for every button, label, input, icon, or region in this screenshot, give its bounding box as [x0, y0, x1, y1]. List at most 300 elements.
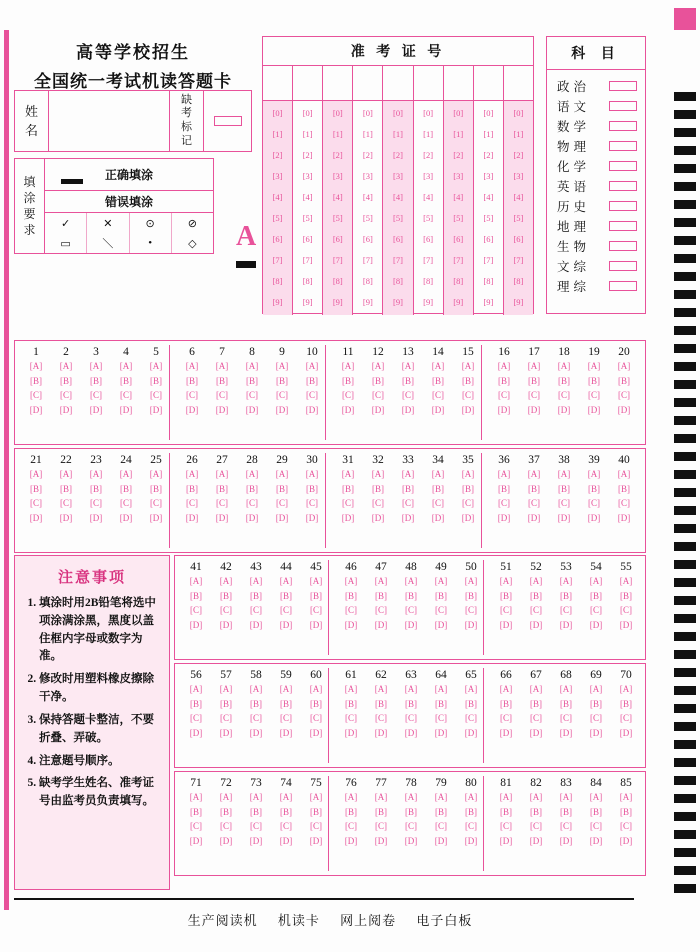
exam-number-bubble-9[interactable]: [9]: [393, 297, 403, 308]
question-44[interactable]: [271, 556, 301, 659]
question-33[interactable]: [393, 449, 423, 552]
option-bubble-B[interactable]: [B]: [618, 483, 630, 494]
question-18[interactable]: [549, 341, 579, 444]
exam-number-bubble-1[interactable]: [1]: [362, 129, 373, 140]
option-bubble-D[interactable]: [D]: [279, 727, 293, 738]
option-bubble-D[interactable]: [D]: [59, 512, 73, 523]
option-bubble-D[interactable]: [D]: [119, 404, 133, 415]
option-bubble-B[interactable]: [B]: [276, 483, 288, 494]
option-bubble-B[interactable]: [B]: [250, 806, 262, 817]
question-39[interactable]: [579, 449, 609, 552]
question-77[interactable]: [366, 772, 396, 875]
option-bubble-C[interactable]: [C]: [435, 713, 447, 723]
option-bubble-C[interactable]: [C]: [375, 713, 387, 723]
exam-number-bubble-4[interactable]: [4]: [362, 192, 373, 203]
question-35[interactable]: [453, 449, 483, 552]
option-bubble-A[interactable]: [A]: [215, 469, 229, 479]
option-bubble-D[interactable]: [D]: [219, 619, 233, 630]
exam-number-bubble-8[interactable]: [8]: [483, 276, 494, 287]
question-5[interactable]: [141, 341, 171, 444]
question-75[interactable]: [301, 772, 331, 875]
option-bubble-A[interactable]: [A]: [464, 792, 478, 802]
option-bubble-C[interactable]: [C]: [60, 498, 72, 508]
option-bubble-B[interactable]: [B]: [150, 483, 162, 494]
question-25[interactable]: [141, 449, 171, 552]
subject-row-3[interactable]: [547, 136, 645, 156]
exam-number-bubble-0[interactable]: [0]: [453, 108, 464, 119]
option-bubble-D[interactable]: [D]: [219, 727, 233, 738]
answer-group-1[interactable]: [336, 556, 486, 659]
option-bubble-C[interactable]: [C]: [500, 605, 512, 615]
option-bubble-B[interactable]: [B]: [342, 483, 354, 494]
option-bubble-A[interactable]: [A]: [305, 361, 319, 371]
option-bubble-B[interactable]: [B]: [558, 375, 570, 386]
option-bubble-B[interactable]: [B]: [405, 590, 417, 601]
option-bubble-A[interactable]: [A]: [189, 576, 203, 586]
option-bubble-A[interactable]: [A]: [529, 684, 543, 694]
option-bubble-A[interactable]: [A]: [461, 469, 475, 479]
option-bubble-A[interactable]: [A]: [29, 361, 43, 371]
question-4[interactable]: [111, 341, 141, 444]
option-bubble-D[interactable]: [D]: [279, 619, 293, 630]
option-bubble-D[interactable]: [D]: [431, 404, 445, 415]
subject-bubble[interactable]: [609, 181, 637, 191]
exam-number-bubble-4[interactable]: [4]: [332, 192, 343, 203]
option-bubble-A[interactable]: [A]: [275, 361, 289, 371]
option-bubble-B[interactable]: [B]: [435, 590, 447, 601]
option-bubble-D[interactable]: [D]: [185, 404, 199, 415]
option-bubble-D[interactable]: [D]: [499, 835, 513, 846]
exam-number-bubble-1[interactable]: [1]: [423, 129, 434, 140]
option-bubble-A[interactable]: [A]: [589, 684, 603, 694]
question-78[interactable]: [396, 772, 426, 875]
option-bubble-D[interactable]: [D]: [189, 727, 203, 738]
exam-number-column[interactable]: [353, 101, 383, 315]
option-bubble-A[interactable]: [A]: [527, 469, 541, 479]
option-bubble-D[interactable]: [D]: [404, 619, 418, 630]
option-bubble-A[interactable]: [A]: [249, 684, 263, 694]
question-2[interactable]: [51, 341, 81, 444]
exam-number-bubble-4[interactable]: [4]: [393, 192, 403, 203]
question-32[interactable]: [363, 449, 393, 552]
question-15[interactable]: [453, 341, 483, 444]
option-bubble-A[interactable]: [A]: [587, 361, 601, 371]
exam-number-bubble-5[interactable]: [5]: [332, 213, 343, 224]
option-bubble-B[interactable]: [B]: [375, 698, 387, 709]
option-bubble-C[interactable]: [C]: [588, 498, 600, 508]
exam-number-bubble-1[interactable]: [1]: [393, 129, 403, 140]
option-bubble-C[interactable]: [C]: [465, 821, 477, 831]
option-bubble-A[interactable]: [A]: [401, 469, 415, 479]
exam-number-column[interactable]: [414, 101, 444, 315]
exam-number-bubble-7[interactable]: [7]: [393, 255, 403, 266]
option-bubble-A[interactable]: [A]: [59, 469, 73, 479]
question-40[interactable]: [609, 449, 639, 552]
exam-number-bubble-8[interactable]: [8]: [362, 276, 373, 287]
question-84[interactable]: [581, 772, 611, 875]
exam-number-bubble-1[interactable]: [1]: [332, 129, 343, 140]
option-bubble-A[interactable]: [A]: [29, 469, 43, 479]
option-bubble-C[interactable]: [C]: [220, 605, 232, 615]
question-34[interactable]: [423, 449, 453, 552]
question-80[interactable]: [456, 772, 486, 875]
option-bubble-C[interactable]: [C]: [150, 498, 162, 508]
option-bubble-B[interactable]: [B]: [500, 590, 512, 601]
option-bubble-D[interactable]: [D]: [215, 512, 229, 523]
exam-number-bubble-3[interactable]: [3]: [302, 171, 313, 182]
option-bubble-A[interactable]: [A]: [617, 361, 631, 371]
question-82[interactable]: [521, 772, 551, 875]
option-bubble-D[interactable]: [D]: [497, 404, 511, 415]
option-bubble-D[interactable]: [D]: [497, 512, 511, 523]
option-bubble-B[interactable]: [B]: [530, 806, 542, 817]
option-bubble-C[interactable]: [C]: [280, 605, 292, 615]
option-bubble-B[interactable]: [B]: [462, 375, 474, 386]
exam-number-bubble-3[interactable]: [3]: [513, 171, 524, 182]
exam-number-bubble-0[interactable]: [0]: [362, 108, 373, 119]
option-bubble-D[interactable]: [D]: [559, 619, 573, 630]
answer-block-2[interactable]: [174, 555, 646, 660]
option-bubble-C[interactable]: [C]: [276, 498, 288, 508]
option-bubble-B[interactable]: [B]: [216, 375, 228, 386]
exam-number-write-cell[interactable]: [504, 66, 533, 100]
option-bubble-C[interactable]: [C]: [620, 821, 632, 831]
exam-number-bubble-6[interactable]: [6]: [272, 234, 283, 245]
option-bubble-A[interactable]: [A]: [559, 684, 573, 694]
option-bubble-D[interactable]: [D]: [529, 835, 543, 846]
option-bubble-C[interactable]: [C]: [405, 821, 417, 831]
subject-row-1[interactable]: [547, 96, 645, 116]
exam-number-column[interactable]: [504, 101, 533, 315]
question-29[interactable]: [267, 449, 297, 552]
question-9[interactable]: [267, 341, 297, 444]
option-bubble-B[interactable]: [B]: [588, 483, 600, 494]
option-bubble-A[interactable]: [A]: [149, 469, 163, 479]
option-bubble-C[interactable]: [C]: [402, 498, 414, 508]
exam-number-bubble-1[interactable]: [1]: [513, 129, 524, 140]
option-bubble-D[interactable]: [D]: [341, 512, 355, 523]
question-63[interactable]: [396, 664, 426, 767]
option-bubble-D[interactable]: [D]: [434, 835, 448, 846]
exam-number-bubble-2[interactable]: [2]: [272, 150, 283, 161]
option-bubble-C[interactable]: [C]: [465, 605, 477, 615]
answer-group-3[interactable]: [489, 341, 639, 444]
answer-block-4[interactable]: [174, 771, 646, 876]
option-bubble-D[interactable]: [D]: [461, 404, 475, 415]
subject-list[interactable]: [547, 70, 645, 296]
option-bubble-C[interactable]: [C]: [216, 390, 228, 400]
option-bubble-C[interactable]: [C]: [90, 498, 102, 508]
option-bubble-C[interactable]: [C]: [372, 498, 384, 508]
exam-number-bubble-9[interactable]: [9]: [272, 297, 283, 308]
option-bubble-D[interactable]: [D]: [559, 835, 573, 846]
option-bubble-B[interactable]: [B]: [345, 806, 357, 817]
option-bubble-B[interactable]: [B]: [216, 483, 228, 494]
exam-number-bubble-0[interactable]: [0]: [393, 108, 403, 119]
exam-number-bubble-7[interactable]: [7]: [272, 255, 283, 266]
exam-number-bubble-6[interactable]: [6]: [513, 234, 524, 245]
option-bubble-D[interactable]: [D]: [29, 404, 43, 415]
question-64[interactable]: [426, 664, 456, 767]
option-bubble-A[interactable]: [A]: [497, 469, 511, 479]
option-bubble-B[interactable]: [B]: [250, 590, 262, 601]
question-51[interactable]: [491, 556, 521, 659]
question-50[interactable]: [456, 556, 486, 659]
option-bubble-C[interactable]: [C]: [60, 390, 72, 400]
option-bubble-A[interactable]: [A]: [559, 792, 573, 802]
exam-number-bubble-5[interactable]: [5]: [302, 213, 313, 224]
question-62[interactable]: [366, 664, 396, 767]
option-bubble-D[interactable]: [D]: [149, 404, 163, 415]
exam-number-bubble-9[interactable]: [9]: [483, 297, 494, 308]
option-bubble-A[interactable]: [A]: [59, 361, 73, 371]
option-bubble-C[interactable]: [C]: [375, 605, 387, 615]
option-bubble-C[interactable]: [C]: [190, 713, 202, 723]
question-57[interactable]: [211, 664, 241, 767]
option-bubble-C[interactable]: [C]: [90, 390, 102, 400]
option-bubble-C[interactable]: [C]: [560, 605, 572, 615]
subject-bubble[interactable]: [609, 81, 637, 91]
exam-number-bubble-3[interactable]: [3]: [272, 171, 283, 182]
question-14[interactable]: [423, 341, 453, 444]
option-bubble-C[interactable]: [C]: [30, 498, 42, 508]
option-bubble-C[interactable]: [C]: [558, 498, 570, 508]
exam-number-bubble-9[interactable]: [9]: [513, 297, 524, 308]
option-bubble-C[interactable]: [C]: [372, 390, 384, 400]
exam-number-bubble-2[interactable]: [2]: [302, 150, 313, 161]
option-bubble-D[interactable]: [D]: [374, 619, 388, 630]
exam-number-bubble-9[interactable]: [9]: [332, 297, 343, 308]
option-bubble-A[interactable]: [A]: [587, 469, 601, 479]
option-bubble-B[interactable]: [B]: [435, 698, 447, 709]
exam-number-bubble-0[interactable]: [0]: [513, 108, 524, 119]
option-bubble-B[interactable]: [B]: [190, 806, 202, 817]
exam-number-bubble-5[interactable]: [5]: [362, 213, 373, 224]
exam-number-write-row[interactable]: [263, 66, 533, 101]
question-69[interactable]: [581, 664, 611, 767]
answer-group-1[interactable]: [336, 772, 486, 875]
option-bubble-D[interactable]: [D]: [619, 727, 633, 738]
subject-bubble[interactable]: [609, 201, 637, 211]
option-bubble-C[interactable]: [C]: [462, 390, 474, 400]
option-bubble-B[interactable]: [B]: [530, 698, 542, 709]
option-bubble-D[interactable]: [D]: [219, 835, 233, 846]
option-bubble-B[interactable]: [B]: [120, 483, 132, 494]
subject-bubble[interactable]: [609, 261, 637, 271]
option-bubble-A[interactable]: [A]: [374, 576, 388, 586]
option-bubble-A[interactable]: [A]: [401, 361, 415, 371]
exam-number-write-cell[interactable]: [474, 66, 504, 100]
option-bubble-D[interactable]: [D]: [275, 512, 289, 523]
option-bubble-C[interactable]: [C]: [310, 605, 322, 615]
option-bubble-D[interactable]: [D]: [189, 619, 203, 630]
question-42[interactable]: [211, 556, 241, 659]
option-bubble-D[interactable]: [D]: [149, 512, 163, 523]
exam-number-bubble-7[interactable]: [7]: [362, 255, 373, 266]
question-72[interactable]: [211, 772, 241, 875]
option-bubble-A[interactable]: [A]: [341, 469, 355, 479]
option-bubble-A[interactable]: [A]: [189, 684, 203, 694]
option-bubble-B[interactable]: [B]: [435, 806, 447, 817]
option-bubble-B[interactable]: [B]: [500, 698, 512, 709]
exam-number-bubble-9[interactable]: [9]: [302, 297, 313, 308]
option-bubble-C[interactable]: [C]: [342, 390, 354, 400]
option-bubble-B[interactable]: [B]: [220, 806, 232, 817]
exam-number-bubble-7[interactable]: [7]: [513, 255, 524, 266]
exam-number-column[interactable]: [293, 101, 323, 315]
option-bubble-D[interactable]: [D]: [461, 512, 475, 523]
option-bubble-D[interactable]: [D]: [344, 619, 358, 630]
question-73[interactable]: [241, 772, 271, 875]
question-17[interactable]: [519, 341, 549, 444]
option-bubble-C[interactable]: [C]: [306, 498, 318, 508]
option-bubble-A[interactable]: [A]: [245, 469, 259, 479]
option-bubble-D[interactable]: [D]: [557, 404, 571, 415]
option-bubble-C[interactable]: [C]: [120, 390, 132, 400]
option-bubble-B[interactable]: [B]: [310, 698, 322, 709]
option-bubble-B[interactable]: [B]: [372, 375, 384, 386]
answer-group-3[interactable]: [489, 449, 639, 552]
exam-number-bubble-2[interactable]: [2]: [483, 150, 494, 161]
option-bubble-A[interactable]: [A]: [89, 361, 103, 371]
question-3[interactable]: [81, 341, 111, 444]
option-bubble-C[interactable]: [C]: [120, 498, 132, 508]
option-bubble-A[interactable]: [A]: [374, 792, 388, 802]
option-bubble-B[interactable]: [B]: [530, 590, 542, 601]
option-bubble-D[interactable]: [D]: [499, 619, 513, 630]
option-bubble-D[interactable]: [D]: [527, 512, 541, 523]
option-bubble-C[interactable]: [C]: [186, 390, 198, 400]
subject-row-6[interactable]: [547, 196, 645, 216]
answer-block-3[interactable]: [174, 663, 646, 768]
answer-group-0[interactable]: [181, 664, 331, 767]
option-bubble-A[interactable]: [A]: [557, 361, 571, 371]
exam-number-bubble-3[interactable]: [3]: [483, 171, 494, 182]
option-bubble-C[interactable]: [C]: [250, 821, 262, 831]
option-bubble-D[interactable]: [D]: [371, 512, 385, 523]
answer-group-0[interactable]: [21, 341, 171, 444]
option-bubble-B[interactable]: [B]: [345, 590, 357, 601]
option-bubble-C[interactable]: [C]: [590, 713, 602, 723]
exam-number-bubble-3[interactable]: [3]: [332, 171, 343, 182]
option-bubble-C[interactable]: [C]: [435, 605, 447, 615]
option-bubble-A[interactable]: [A]: [499, 576, 513, 586]
exam-number-bubble-3[interactable]: [3]: [423, 171, 434, 182]
answer-group-0[interactable]: [21, 449, 171, 552]
option-bubble-D[interactable]: [D]: [401, 404, 415, 415]
option-bubble-B[interactable]: [B]: [405, 806, 417, 817]
exam-number-bubble-5[interactable]: [5]: [272, 213, 283, 224]
exam-number-bubble-0[interactable]: [0]: [483, 108, 494, 119]
option-bubble-D[interactable]: [D]: [617, 404, 631, 415]
option-bubble-C[interactable]: [C]: [528, 498, 540, 508]
option-bubble-B[interactable]: [B]: [558, 483, 570, 494]
question-13[interactable]: [393, 341, 423, 444]
question-56[interactable]: [181, 664, 211, 767]
option-bubble-C[interactable]: [C]: [590, 605, 602, 615]
option-bubble-A[interactable]: [A]: [499, 792, 513, 802]
option-bubble-D[interactable]: [D]: [559, 727, 573, 738]
option-bubble-D[interactable]: [D]: [619, 619, 633, 630]
option-bubble-C[interactable]: [C]: [250, 713, 262, 723]
option-bubble-B[interactable]: [B]: [500, 806, 512, 817]
question-58[interactable]: [241, 664, 271, 767]
option-bubble-C[interactable]: [C]: [220, 821, 232, 831]
option-bubble-B[interactable]: [B]: [620, 590, 632, 601]
option-bubble-A[interactable]: [A]: [279, 792, 293, 802]
subject-row-10[interactable]: [547, 276, 645, 296]
question-37[interactable]: [519, 449, 549, 552]
question-30[interactable]: [297, 449, 327, 552]
option-bubble-B[interactable]: [B]: [618, 375, 630, 386]
option-bubble-A[interactable]: [A]: [341, 361, 355, 371]
option-bubble-D[interactable]: [D]: [499, 727, 513, 738]
option-bubble-A[interactable]: [A]: [309, 792, 323, 802]
option-bubble-D[interactable]: [D]: [309, 727, 323, 738]
exam-number-bubble-1[interactable]: [1]: [483, 129, 494, 140]
option-bubble-B[interactable]: [B]: [560, 698, 572, 709]
question-81[interactable]: [491, 772, 521, 875]
option-bubble-D[interactable]: [D]: [249, 835, 263, 846]
option-bubble-C[interactable]: [C]: [560, 821, 572, 831]
option-bubble-C[interactable]: [C]: [590, 821, 602, 831]
option-bubble-A[interactable]: [A]: [619, 684, 633, 694]
question-71[interactable]: [181, 772, 211, 875]
option-bubble-C[interactable]: [C]: [220, 713, 232, 723]
option-bubble-B[interactable]: [B]: [345, 698, 357, 709]
exam-number-bubble-4[interactable]: [4]: [483, 192, 494, 203]
exam-number-bubble-7[interactable]: [7]: [453, 255, 464, 266]
option-bubble-A[interactable]: [A]: [497, 361, 511, 371]
option-bubble-D[interactable]: [D]: [587, 512, 601, 523]
option-bubble-B[interactable]: [B]: [498, 483, 510, 494]
exam-number-bubble-4[interactable]: [4]: [513, 192, 524, 203]
option-bubble-A[interactable]: [A]: [149, 361, 163, 371]
option-bubble-A[interactable]: [A]: [219, 684, 233, 694]
option-bubble-B[interactable]: [B]: [465, 590, 477, 601]
option-bubble-B[interactable]: [B]: [528, 375, 540, 386]
question-24[interactable]: [111, 449, 141, 552]
option-bubble-C[interactable]: [C]: [530, 605, 542, 615]
question-43[interactable]: [241, 556, 271, 659]
question-70[interactable]: [611, 664, 641, 767]
option-bubble-B[interactable]: [B]: [465, 806, 477, 817]
exam-number-bubble-8[interactable]: [8]: [453, 276, 464, 287]
option-bubble-C[interactable]: [C]: [620, 713, 632, 723]
option-bubble-D[interactable]: [D]: [464, 835, 478, 846]
option-bubble-C[interactable]: [C]: [186, 498, 198, 508]
question-45[interactable]: [301, 556, 331, 659]
option-bubble-B[interactable]: [B]: [246, 483, 258, 494]
option-bubble-A[interactable]: [A]: [404, 684, 418, 694]
question-10[interactable]: [297, 341, 327, 444]
exam-number-bubble-8[interactable]: [8]: [332, 276, 343, 287]
subject-row-7[interactable]: [547, 216, 645, 236]
answer-block-0[interactable]: [14, 340, 646, 445]
option-bubble-B[interactable]: [B]: [588, 375, 600, 386]
exam-number-bubble-8[interactable]: [8]: [513, 276, 524, 287]
option-bubble-B[interactable]: [B]: [590, 590, 602, 601]
subject-row-0[interactable]: [547, 76, 645, 96]
question-23[interactable]: [81, 449, 111, 552]
exam-number-bubble-3[interactable]: [3]: [453, 171, 464, 182]
exam-number-bubble-9[interactable]: [9]: [423, 297, 434, 308]
exam-number-bubble-7[interactable]: [7]: [423, 255, 434, 266]
subject-row-5[interactable]: [547, 176, 645, 196]
absent-bubble[interactable]: [214, 116, 242, 126]
exam-number-bubble-4[interactable]: [4]: [302, 192, 313, 203]
option-bubble-A[interactable]: [A]: [619, 792, 633, 802]
